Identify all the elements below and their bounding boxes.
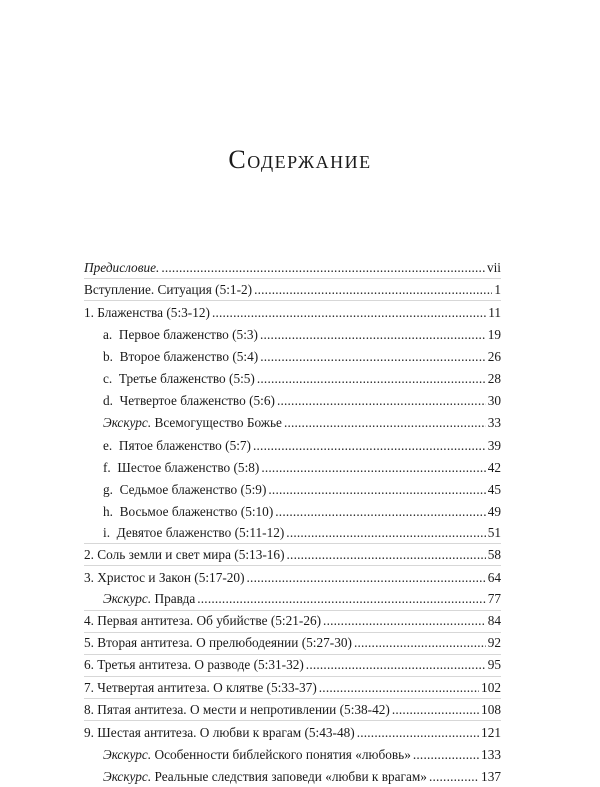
toc-page-number: 92 bbox=[487, 635, 501, 651]
dot-leader bbox=[277, 394, 486, 407]
toc-entry[interactable] bbox=[84, 611, 501, 633]
toc-entry[interactable] bbox=[84, 522, 501, 544]
toc-entry[interactable] bbox=[84, 721, 501, 743]
dot-leader bbox=[354, 636, 486, 649]
dot-leader bbox=[323, 614, 486, 627]
toc-page-number: 28 bbox=[487, 371, 501, 387]
toc-entry-title bbox=[84, 283, 252, 296]
toc-entry-label: Правда bbox=[151, 591, 196, 607]
dot-leader bbox=[261, 461, 485, 474]
dot-leader bbox=[319, 681, 479, 694]
toc-entry-label: 3. Христос и Закон (5:17-20) bbox=[84, 570, 245, 586]
toc-entry[interactable] bbox=[84, 566, 501, 588]
toc-entry[interactable] bbox=[84, 677, 501, 699]
toc-entry[interactable] bbox=[84, 301, 501, 323]
table-of-contents bbox=[84, 257, 501, 787]
dot-leader bbox=[247, 571, 486, 584]
toc-entry[interactable] bbox=[84, 765, 501, 787]
toc-entry-title bbox=[103, 394, 275, 407]
toc-entry-label: b. Второе блаженство (5:4) bbox=[103, 349, 259, 365]
dot-leader bbox=[254, 283, 492, 296]
toc-entry-label: d. Четвертое блаженство (5:6) bbox=[103, 393, 275, 409]
toc-entry-prefix: Экскурс. bbox=[103, 746, 152, 762]
toc-entry-title bbox=[84, 306, 210, 319]
toc-page-number: 77 bbox=[487, 591, 501, 607]
toc-entry-title bbox=[103, 526, 284, 539]
toc-page-number: 108 bbox=[481, 701, 501, 717]
toc-entry-label: 8. Пятая антитеза. О мести и непротивлении (5:38-42) bbox=[84, 701, 390, 717]
dot-leader bbox=[286, 526, 485, 539]
toc-entry-label: g. Седьмое блаженство (5:9) bbox=[103, 481, 267, 497]
dot-leader bbox=[197, 592, 485, 605]
dot-leader bbox=[429, 770, 479, 783]
toc-entry-label: Всемогущество Божье bbox=[151, 415, 282, 431]
toc-entry-label: Реальные следствия заповеди «любви к врагам» bbox=[151, 768, 427, 784]
toc-page-number: 11 bbox=[488, 304, 501, 320]
toc-entry-label: 4. Первая антитеза. Об убийстве (5:21-26) bbox=[84, 613, 322, 629]
toc-entry-title bbox=[103, 505, 273, 518]
toc-entry[interactable] bbox=[84, 434, 501, 456]
dot-leader bbox=[253, 439, 486, 452]
toc-page-number: 1 bbox=[494, 281, 501, 297]
toc-entry[interactable] bbox=[84, 633, 501, 655]
toc-entry-title bbox=[103, 328, 258, 341]
toc-entry[interactable] bbox=[84, 588, 501, 610]
toc-entry-title bbox=[103, 416, 282, 429]
toc-entry-title bbox=[84, 261, 159, 274]
toc-page-number: 49 bbox=[487, 503, 501, 519]
dot-leader bbox=[357, 726, 479, 739]
toc-entry[interactable] bbox=[84, 743, 501, 765]
toc-entry[interactable] bbox=[84, 456, 501, 478]
toc-entry-label: f. Шестое блаженство (5:8) bbox=[103, 459, 260, 475]
toc-page-number: 84 bbox=[487, 613, 501, 629]
toc-entry[interactable] bbox=[84, 544, 501, 566]
toc-page-number: 26 bbox=[487, 349, 501, 365]
toc-page-number: 45 bbox=[487, 481, 501, 497]
dot-leader bbox=[257, 372, 486, 385]
toc-entry-title bbox=[84, 548, 285, 561]
toc-entry-title bbox=[103, 592, 195, 605]
toc-page-number: 30 bbox=[487, 393, 501, 409]
dot-leader bbox=[275, 505, 485, 518]
toc-page-number: 33 bbox=[487, 415, 501, 431]
toc-entry-title bbox=[103, 439, 251, 452]
toc-page-number: 19 bbox=[487, 327, 501, 343]
toc-entry-label: h. Восьмое блаженство (5:10) bbox=[103, 503, 274, 519]
toc-entry-title bbox=[84, 636, 352, 649]
toc-entry-title bbox=[84, 681, 317, 694]
toc-page-number: 137 bbox=[481, 768, 501, 784]
toc-entry-title bbox=[84, 658, 304, 671]
toc-page-number: 95 bbox=[487, 657, 501, 673]
toc-entry[interactable] bbox=[84, 699, 501, 721]
dot-leader bbox=[306, 658, 486, 671]
toc-entry-label: Вступление. Ситуация (5:1-2) bbox=[84, 281, 253, 297]
toc-entry-label: 6. Третья антитеза. О разводе (5:31-32) bbox=[84, 657, 304, 673]
toc-page-number: 64 bbox=[487, 570, 501, 586]
toc-entry-title bbox=[84, 703, 390, 716]
toc-entry-title bbox=[103, 770, 427, 783]
toc-entry-title bbox=[84, 571, 245, 584]
toc-page-number: 42 bbox=[487, 459, 501, 475]
toc-entry-title bbox=[103, 350, 258, 363]
toc-entry[interactable] bbox=[84, 412, 501, 434]
toc-entry-label: c. Третье блаженство (5:5) bbox=[103, 371, 255, 387]
toc-entry[interactable] bbox=[84, 345, 501, 367]
toc-entry-prefix: Предисловие. bbox=[84, 259, 160, 275]
toc-entry[interactable] bbox=[84, 257, 501, 279]
toc-entry-title bbox=[103, 483, 266, 496]
toc-entry[interactable] bbox=[84, 655, 501, 677]
dot-leader bbox=[212, 306, 486, 319]
toc-page-number: 133 bbox=[481, 746, 501, 762]
dot-leader bbox=[260, 328, 486, 341]
dot-leader bbox=[268, 483, 485, 496]
toc-entry-label: 2. Соль земли и свет мира (5:13-16) bbox=[84, 547, 285, 563]
dot-leader bbox=[161, 261, 485, 274]
toc-entry-prefix: Экскурс. bbox=[103, 591, 152, 607]
toc-entry-title bbox=[84, 726, 355, 739]
dot-leader bbox=[287, 548, 486, 561]
dot-leader bbox=[392, 703, 479, 716]
toc-page-number: 39 bbox=[487, 437, 501, 453]
toc-entry[interactable] bbox=[84, 478, 501, 500]
toc-entry-title bbox=[103, 461, 259, 474]
toc-entry-label: 7. Четвертая антитеза. О клятве (5:33-37) bbox=[84, 679, 317, 695]
toc-entry-label: Особенности библейского понятия «любовь» bbox=[151, 746, 411, 762]
toc-entry[interactable] bbox=[84, 367, 501, 389]
toc-entry[interactable] bbox=[84, 500, 501, 522]
dot-leader bbox=[260, 350, 486, 363]
toc-entry-prefix: Экскурс. bbox=[103, 768, 152, 784]
dot-leader bbox=[284, 416, 486, 429]
toc-page-number: 58 bbox=[487, 547, 501, 563]
toc-entry[interactable] bbox=[84, 390, 501, 412]
toc-page-number: 121 bbox=[481, 724, 501, 740]
toc-entry-label: 9. Шестая антитеза. О любви к врагам (5:43-48) bbox=[84, 724, 355, 740]
toc-entry[interactable] bbox=[84, 279, 501, 301]
toc-entry-prefix: Экскурс. bbox=[103, 415, 152, 431]
toc-entry-label: a. Первое блаженство (5:3) bbox=[103, 327, 258, 343]
page-title: Содержание bbox=[228, 145, 372, 174]
toc-page-number: 51 bbox=[487, 524, 501, 540]
toc-entry-title bbox=[103, 372, 255, 385]
toc-entry-label: 5. Вторая антитеза. О прелюбодеянии (5:27-30) bbox=[84, 635, 352, 651]
toc-page-number: 102 bbox=[481, 679, 501, 695]
toc-entry-label: i. Девятое блаженство (5:11-12) bbox=[103, 524, 285, 540]
toc-entry-title bbox=[84, 614, 321, 627]
toc-page-number: vii bbox=[486, 259, 501, 275]
toc-entry-label: e. Пятое блаженство (5:7) bbox=[103, 437, 251, 453]
toc-entry-label: 1. Блаженства (5:3-12) bbox=[84, 304, 210, 320]
toc-entry[interactable] bbox=[84, 323, 501, 345]
